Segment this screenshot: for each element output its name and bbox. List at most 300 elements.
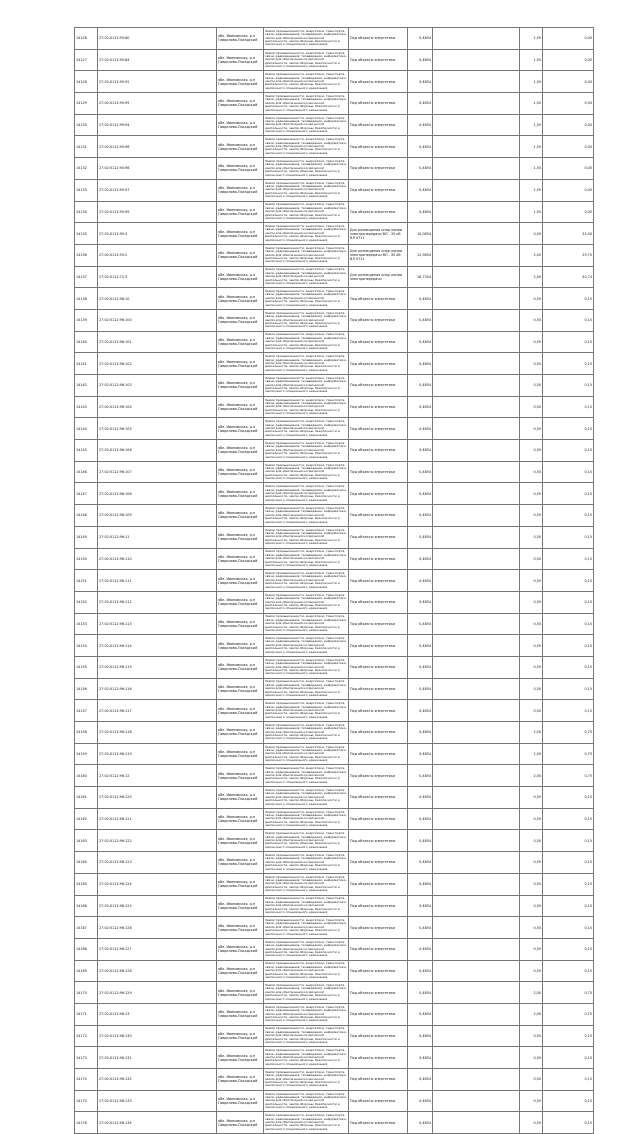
rate-value: 0,50	[520, 1112, 543, 1134]
area-value: 0,4854	[408, 158, 433, 180]
tax-value: 0,15	[543, 570, 594, 592]
permitted-use: Под объекты энергетики	[349, 808, 408, 830]
empty-cell	[433, 1003, 520, 1025]
empty-cell	[433, 852, 520, 874]
area-value: 0,4854	[408, 1069, 433, 1091]
land-category: Земли промышленности, энергетики, транспорта, связи, радиовещания, телевидения, информатики, земли для обеспечения космической деятельности, земли обороны, безопасности и земли иного специального назначения	[264, 787, 349, 809]
tax-value: 0,15	[543, 288, 594, 310]
land-category: Земли промышленности, энергетики, транспорта, связи, радиовещания, телевидения, информатики, земли для обеспечения космической деятельности, земли обороны, безопасности и земли иного специального назначения	[264, 440, 349, 462]
empty-cell	[433, 1069, 520, 1091]
address: обл. Ивановская, р-н Гаврилово-Посадский	[217, 1025, 264, 1047]
row-number: 14168	[75, 938, 98, 960]
cadastral-number: 27:02:0112:96:110	[98, 548, 217, 570]
empty-cell	[433, 526, 520, 548]
rate-value: 0,50	[520, 960, 543, 982]
area-value: 0,4854	[408, 830, 433, 852]
row-number: 14150	[75, 548, 98, 570]
area-value: 0,4854	[408, 938, 433, 960]
rate-value: 2,00	[520, 244, 543, 266]
cadastral-number: 27:02:0112:96:126	[98, 917, 217, 939]
land-category: Земли промышленности, энергетики, транспорта, связи, радиовещания, телевидения, информатики, земли для обеспечения космической деятельности, земли обороны, безопасности и земли иного специального назначения	[264, 526, 349, 548]
table-row	[75, 591, 594, 613]
table-row	[75, 483, 594, 505]
row-number: 14137	[75, 266, 98, 288]
row-number: 14170	[75, 982, 98, 1004]
table-row	[75, 440, 594, 462]
cadastral-number: 27:02:0112:96:105	[98, 418, 217, 440]
table-row	[75, 656, 594, 678]
rate-value: 1,50	[520, 114, 543, 136]
row-number: 14153	[75, 613, 98, 635]
area-value: 0,4854	[408, 461, 433, 483]
area-value: 0,4854	[408, 28, 433, 50]
land-category: Земли промышленности, энергетики, транспорта, связи, радиовещания, телевидения, информатики, земли для обеспечения космической деятельности, земли обороны, безопасности и земли иного специального назначения	[264, 830, 349, 852]
land-category: Земли промышленности, энергетики, транспорта, связи, радиовещания, телевидения, информатики, земли для обеспечения космической деятельности, земли обороны, безопасности и земли иного специального назначения	[264, 960, 349, 982]
address: обл. Ивановская, р-н Гаврилово-Посадский	[217, 700, 264, 722]
tax-value: 0,15	[543, 375, 594, 397]
rate-value: 2,00	[520, 722, 543, 744]
cadastral-number: 27:02:0112:95:92	[98, 71, 217, 93]
address: обл. Ивановская, р-н Гаврилово-Посадский	[217, 960, 264, 982]
empty-cell	[433, 1047, 520, 1069]
area-value: 16,7354	[408, 266, 433, 288]
empty-cell	[433, 309, 520, 331]
permitted-use: Под объекты энергетики	[349, 526, 408, 548]
table-row	[75, 722, 594, 744]
permitted-use: Под объекты энергетики	[349, 765, 408, 787]
table-row	[75, 613, 594, 635]
permitted-use: Под объекты энергетики	[349, 1069, 408, 1091]
cadastral-number: 27:02:0112:96:131	[98, 1047, 217, 1069]
tax-value: 0,15	[543, 309, 594, 331]
permitted-use: Под объекты энергетики	[349, 938, 408, 960]
address: обл. Ивановская, р-н Гаврилово-Посадский	[217, 591, 264, 613]
rate-value: 1,50	[520, 71, 543, 93]
empty-cell	[433, 873, 520, 895]
table-row	[75, 526, 594, 548]
row-number: 14141	[75, 353, 98, 375]
permitted-use: Под объекты энергетики	[349, 158, 408, 180]
row-number: 14156	[75, 678, 98, 700]
empty-cell	[433, 570, 520, 592]
area-value: 0,4854	[408, 852, 433, 874]
area-value: 0,4854	[408, 331, 433, 353]
cadastral-number: 27:02:0112:96:133	[98, 1090, 217, 1112]
table-row	[75, 396, 594, 418]
rate-value: 1,50	[520, 201, 543, 223]
permitted-use: Для размещения опор линии электропередачи ВЛ - 35 кВ ВЛ 0711	[349, 223, 408, 245]
land-category: Земли промышленности, энергетики, транспорта, связи, радиовещания, телевидения, информатики, земли для обеспечения космической деятельности, земли обороны, безопасности и земли иного специального назначения	[264, 375, 349, 397]
row-number: 14140	[75, 331, 98, 353]
area-value: 0,4854	[408, 93, 433, 115]
table-row	[75, 93, 594, 115]
permitted-use: Под объекты энергетики	[349, 873, 408, 895]
tax-value: 0,15	[543, 548, 594, 570]
cadastral-number: 27:02:0112:95:2	[98, 244, 217, 266]
cadastral-number: 27:02:0112:96:102	[98, 353, 217, 375]
rate-value: 0,50	[520, 461, 543, 483]
row-number: 14128	[75, 28, 98, 50]
empty-cell	[433, 982, 520, 1004]
permitted-use: Под объекты энергетики	[349, 852, 408, 874]
permitted-use: Под объекты энергетики	[349, 375, 408, 397]
table-row	[75, 895, 594, 917]
tax-value: 0,75	[543, 743, 594, 765]
tax-value: 0,15	[543, 873, 594, 895]
permitted-use: Под объекты энергетики	[349, 1003, 408, 1025]
tax-value: 0,15	[543, 635, 594, 657]
tax-value: 0,15	[543, 461, 594, 483]
table-row	[75, 830, 594, 852]
cadastral-number: 27:02:0112:96:119	[98, 743, 217, 765]
empty-cell	[433, 93, 520, 115]
tax-value: 0,75	[543, 722, 594, 744]
tax-value: 0,75	[543, 982, 594, 1004]
land-category: Земли промышленности, энергетики, транспорта, связи, радиовещания, телевидения, информатики, земли для обеспечения космической деятельности, земли обороны, безопасности и земли иного специального назначения	[264, 1003, 349, 1025]
row-number: 14147	[75, 483, 98, 505]
cadastral-number: 27:02:0112:96:132	[98, 1069, 217, 1091]
permitted-use: Под объекты энергетики	[349, 830, 408, 852]
land-category: Земли промышленности, энергетики, транспорта, связи, радиовещания, телевидения, информатики, земли для обеспечения космической деятельности, земли обороны, безопасности и земли иного специального назначения	[264, 158, 349, 180]
address: обл. Ивановская, р-н Гаврилово-Посадский	[217, 982, 264, 1004]
row-number: 14143	[75, 396, 98, 418]
tax-value: 0,15	[543, 808, 594, 830]
address: обл. Ивановская, р-н Гаврилово-Посадский	[217, 179, 264, 201]
row-number: 14165	[75, 873, 98, 895]
cadastral-number: 27:02:0112:96:11	[98, 526, 217, 548]
cadastral-number: 27:02:0112:95:95	[98, 93, 217, 115]
table-row	[75, 787, 594, 809]
address: обл. Ивановская, р-н Гаврилово-Посадский	[217, 93, 264, 115]
land-category: Земли промышленности, энергетики, транспорта, связи, радиовещания, телевидения, информатики, земли для обеспечения космической деятельности, земли обороны, безопасности и земли иного специального назначения	[264, 591, 349, 613]
land-category: Земли промышленности, энергетики, транспорта, связи, радиовещания, телевидения, информатики, земли для обеспечения космической деятельности, земли обороны, безопасности и земли иного специального назначения	[264, 765, 349, 787]
address: обл. Ивановская, р-н Гаврилово-Посадский	[217, 808, 264, 830]
address: обл. Ивановская, р-н Гаврилово-Посадский	[217, 71, 264, 93]
tax-value: 0,00	[543, 93, 594, 115]
rate-value: 0,50	[520, 808, 543, 830]
area-value: 0,4854	[408, 505, 433, 527]
table-row	[75, 678, 594, 700]
table-row	[75, 418, 594, 440]
area-value: 0,4854	[408, 353, 433, 375]
permitted-use: Под объекты энергетики	[349, 418, 408, 440]
table-row	[75, 288, 594, 310]
address: обл. Ивановская, р-н Гаврилово-Посадский	[217, 396, 264, 418]
cadastral-number: 27:02:0112:96:121	[98, 808, 217, 830]
rate-value: 1,50	[520, 158, 543, 180]
address: обл. Ивановская, р-н Гаврилово-Посадский	[217, 526, 264, 548]
empty-cell	[433, 787, 520, 809]
row-number: 14169	[75, 960, 98, 982]
empty-cell	[433, 743, 520, 765]
table-row	[75, 700, 594, 722]
area-value: 0,4854	[408, 440, 433, 462]
permitted-use: Под объекты энергетики	[349, 28, 408, 50]
permitted-use: Для размещения опор линии электропередачи	[349, 266, 408, 288]
cadastral-number: 27:02:0112:95:99	[98, 201, 217, 223]
empty-cell	[433, 179, 520, 201]
rate-value: 0,50	[520, 309, 543, 331]
land-category: Земли промышленности, энергетики, транспорта, связи, радиовещания, телевидения, информатики, земли для обеспечения космической деятельности, земли обороны, безопасности и земли иного специального назначения	[264, 1069, 349, 1091]
cadastral-number: 27:02:0112:71:3	[98, 266, 217, 288]
empty-cell	[433, 765, 520, 787]
row-number: 14144	[75, 418, 98, 440]
empty-cell	[433, 1025, 520, 1047]
row-number: 14138	[75, 288, 98, 310]
rate-value: 0,50	[520, 830, 543, 852]
empty-cell	[433, 71, 520, 93]
cadastral-number: 27:02:0112:96:125	[98, 895, 217, 917]
empty-cell	[433, 678, 520, 700]
permitted-use: Под объекты энергетики	[349, 570, 408, 592]
permitted-use: Под объекты энергетики	[349, 353, 408, 375]
area-value: 0,4854	[408, 309, 433, 331]
cadastral-number: 27:02:0112:96:13	[98, 1003, 217, 1025]
cadastral-number: 27:02:0112:96:112	[98, 591, 217, 613]
cadastral-number: 27:02:0112:96:12	[98, 765, 217, 787]
area-value: 0,4854	[408, 288, 433, 310]
land-category: Земли промышленности, энергетики, транспорта, связи, радиовещания, телевидения, информатики, земли для обеспечения космической деятельности, земли обороны, безопасности и земли иного специального назначения	[264, 895, 349, 917]
table-row	[75, 982, 594, 1004]
table-row	[75, 765, 594, 787]
tax-value: 0,15	[543, 613, 594, 635]
empty-cell	[433, 656, 520, 678]
permitted-use: Под объекты энергетики	[349, 71, 408, 93]
cadastral-number: 27:02:0112:95:80	[98, 28, 217, 50]
empty-cell	[433, 353, 520, 375]
tax-value: 0,15	[543, 960, 594, 982]
address: обл. Ивановская, р-н Гаврилово-Посадский	[217, 136, 264, 158]
tax-value: 0,15	[543, 1047, 594, 1069]
cadastral-number: 27:02:0112:95:3	[98, 223, 217, 245]
table-row	[75, 309, 594, 331]
land-category: Земли промышленности, энергетики, транспорта, связи, радиовещания, телевидения, информатики, земли для обеспечения космической деятельности, земли обороны, безопасности и земли иного специального назначения	[264, 201, 349, 223]
row-number: 14160	[75, 765, 98, 787]
land-category: Земли промышленности, энергетики, транспорта, связи, радиовещания, телевидения, информатики, земли для обеспечения космической деятельности, земли обороны, безопасности и земли иного специального назначения	[264, 288, 349, 310]
permitted-use: Под объекты энергетики	[349, 1025, 408, 1047]
table-row	[75, 1069, 594, 1091]
permitted-use: Под объекты энергетики	[349, 700, 408, 722]
empty-cell	[433, 1112, 520, 1134]
row-number: 14130	[75, 114, 98, 136]
address: обл. Ивановская, р-н Гаврилово-Посадский	[217, 765, 264, 787]
tax-value: 0,00	[543, 136, 594, 158]
rate-value: 1,50	[520, 28, 543, 50]
row-number: 14151	[75, 570, 98, 592]
land-category: Земли промышленности, энергетики, транспорта, связи, радиовещания, телевидения, информатики, земли для обеспечения космической деятельности, земли обороны, безопасности и земли иного специального назначения	[264, 266, 349, 288]
address: обл. Ивановская, р-н Гаврилово-Посадский	[217, 548, 264, 570]
address: обл. Ивановская, р-н Гаврилово-Посадский	[217, 461, 264, 483]
address: обл. Ивановская, р-н Гаврилово-Посадский	[217, 613, 264, 635]
address: обл. Ивановская, р-н Гаврилово-Посадский	[217, 309, 264, 331]
empty-cell	[433, 808, 520, 830]
cadastral-number: 27:02:0112:96:116	[98, 678, 217, 700]
area-value: 0,4854	[408, 526, 433, 548]
area-value: 0,4854	[408, 1112, 433, 1134]
address: обл. Ивановская, р-н Гаврилово-Посадский	[217, 49, 264, 71]
empty-cell	[433, 960, 520, 982]
land-category: Земли промышленности, энергетики, транспорта, связи, радиовещания, телевидения, информатики, земли для обеспечения космической деятельности, земли обороны, безопасности и земли иного специального назначения	[264, 483, 349, 505]
rate-value: 1,50	[520, 49, 543, 71]
permitted-use: Под объекты энергетики	[349, 49, 408, 71]
cadastral-number: 27:02:0112:96:115	[98, 656, 217, 678]
cadastral-number: 27:02:0112:96:130	[98, 1025, 217, 1047]
land-category: Земли промышленности, энергетики, транспорта, связи, радиовещания, телевидения, информатики, земли для обеспечения космической деятельности, земли обороны, безопасности и земли иного специального назначения	[264, 852, 349, 874]
tax-value: 35,00	[543, 223, 594, 245]
cadastral-number: 27:02:0112:96:123	[98, 852, 217, 874]
row-number: 14146	[75, 461, 98, 483]
cadastral-number: 27:02:0112:96:122	[98, 830, 217, 852]
empty-cell	[433, 895, 520, 917]
table-row	[75, 1090, 594, 1112]
empty-cell	[433, 461, 520, 483]
row-number: 14166	[75, 895, 98, 917]
area-value: 0,4854	[408, 418, 433, 440]
rate-value: 0,50	[520, 396, 543, 418]
empty-cell	[433, 136, 520, 158]
tax-value: 0,15	[543, 656, 594, 678]
empty-cell	[433, 830, 520, 852]
rate-value: 2,00	[520, 982, 543, 1004]
tax-value: 0,15	[543, 852, 594, 874]
rate-value: 0,50	[520, 418, 543, 440]
table-row	[75, 1047, 594, 1069]
land-category: Земли промышленности, энергетики, транспорта, связи, радиовещания, телевидения, информатики, земли для обеспечения космической деятельности, земли обороны, безопасности и земли иного специального назначения	[264, 982, 349, 1004]
row-number: 14174	[75, 1069, 98, 1091]
permitted-use: Под объекты энергетики	[349, 656, 408, 678]
land-category: Земли промышленности, энергетики, транспорта, связи, радиовещания, телевидения, информатики, земли для обеспечения космической деятельности, земли обороны, безопасности и земли иного специального назначения	[264, 1047, 349, 1069]
land-category: Земли промышленности, энергетики, транспорта, связи, радиовещания, телевидения, информатики, земли для обеспечения космической деятельности, земли обороны, безопасности и земли иного специального назначения	[264, 570, 349, 592]
table-row	[75, 808, 594, 830]
area-value: 0,4854	[408, 982, 433, 1004]
tax-value: 0,00	[543, 158, 594, 180]
area-value: 0,4854	[408, 678, 433, 700]
table-row	[75, 158, 594, 180]
land-category: Земли промышленности, энергетики, транспорта, связи, радиовещания, телевидения, информатики, земли для обеспечения космической деятельности, земли обороны, безопасности и земли иного специального назначения	[264, 136, 349, 158]
land-category: Земли промышленности, энергетики, транспорта, связи, радиовещания, телевидения, информатики, земли для обеспечения космической деятельности, земли обороны, безопасности и земли иного специального назначения	[264, 309, 349, 331]
land-category: Земли промышленности, энергетики, транспорта, связи, радиовещания, телевидения, информатики, земли для обеспечения космической деятельности, земли обороны, безопасности и земли иного специального назначения	[264, 743, 349, 765]
land-category: Земли промышленности, энергетики, транспорта, связи, радиовещания, телевидения, информатики, земли для обеспечения космической деятельности, земли обороны, безопасности и земли иного специального назначения	[264, 353, 349, 375]
table-row	[75, 49, 594, 71]
area-value: 0,4854	[408, 808, 433, 830]
cadastral-number: 27:02:0112:95:98	[98, 158, 217, 180]
permitted-use: Под объекты энергетики	[349, 440, 408, 462]
rate-value: 0,50	[520, 873, 543, 895]
empty-cell	[433, 938, 520, 960]
empty-cell	[433, 613, 520, 635]
land-category: Земли промышленности, энергетики, транспорта, связи, радиовещания, телевидения, информатики, земли для обеспечения космической деятельности, земли обороны, безопасности и земли иного специального назначения	[264, 71, 349, 93]
rate-value: 0,50	[520, 440, 543, 462]
rate-value: 0,50	[520, 1047, 543, 1069]
area-value: 0,4854	[408, 201, 433, 223]
address: обл. Ивановская, р-н Гаврилово-Посадский	[217, 743, 264, 765]
rate-value: 0,50	[520, 353, 543, 375]
permitted-use: Под объекты энергетики	[349, 136, 408, 158]
land-category: Земли промышленности, энергетики, транспорта, связи, радиовещания, телевидения, информатики, земли для обеспечения космической деятельности, земли обороны, безопасности и земли иного специального назначения	[264, 722, 349, 744]
rate-value: 0,50	[520, 917, 543, 939]
address: обл. Ивановская, р-н Гаврилово-Посадский	[217, 114, 264, 136]
cadastral-number: 27:02:0112:96:124	[98, 873, 217, 895]
address: обл. Ивановская, р-н Гаврилово-Посадский	[217, 266, 264, 288]
tax-value: 0,00	[543, 28, 594, 50]
table-row	[75, 570, 594, 592]
tax-value: 0,15	[543, 396, 594, 418]
empty-cell	[433, 28, 520, 50]
empty-cell	[433, 288, 520, 310]
tax-value: 0,00	[543, 49, 594, 71]
tax-value: 0,15	[543, 440, 594, 462]
permitted-use: Под объекты энергетики	[349, 331, 408, 353]
table-row	[75, 353, 594, 375]
address: обл. Ивановская, р-н Гаврилово-Посадский	[217, 917, 264, 939]
empty-cell	[433, 375, 520, 397]
address: обл. Ивановская, р-н Гаврилово-Посадский	[217, 873, 264, 895]
address: обл. Ивановская, р-н Гаврилово-Посадский	[217, 244, 264, 266]
cadastral-number: 27:02:0112:95:94	[98, 114, 217, 136]
row-number: 14134	[75, 201, 98, 223]
land-plot-table-page	[74, 27, 592, 1134]
cadastral-number: 27:02:0112:96:108	[98, 483, 217, 505]
row-number: 14167	[75, 917, 98, 939]
tax-value: 0,15	[543, 1069, 594, 1091]
rate-value: 0,50	[520, 1090, 543, 1112]
empty-cell	[433, 1090, 520, 1112]
permitted-use: Под объекты энергетики	[349, 1090, 408, 1112]
tax-value: 0,15	[543, 505, 594, 527]
permitted-use: Под объекты энергетики	[349, 179, 408, 201]
cadastral-number: 27:02:0112:95:97	[98, 179, 217, 201]
area-value: 0,4854	[408, 179, 433, 201]
rate-value: 1,50	[520, 179, 543, 201]
table-row	[75, 223, 594, 245]
permitted-use: Под объекты энергетики	[349, 743, 408, 765]
address: обл. Ивановская, р-н Гаврилово-Посадский	[217, 1090, 264, 1112]
table-row	[75, 331, 594, 353]
area-value: 0,4854	[408, 1025, 433, 1047]
address: обл. Ивановская, р-н Гаврилово-Посадский	[217, 440, 264, 462]
empty-cell	[433, 505, 520, 527]
tax-value: 0,15	[543, 331, 594, 353]
cadastral-number: 27:02:0112:96:101	[98, 331, 217, 353]
permitted-use: Под объекты энергетики	[349, 548, 408, 570]
land-category: Земли промышленности, энергетики, транспорта, связи, радиовещания, телевидения, информатики, земли для обеспечения космической деятельности, земли обороны, безопасности и земли иного специального назначения	[264, 635, 349, 657]
permitted-use: Под объекты энергетики	[349, 309, 408, 331]
area-value: 0,4854	[408, 873, 433, 895]
area-value: 0,4854	[408, 700, 433, 722]
address: обл. Ивановская, р-н Гаврилово-Посадский	[217, 787, 264, 809]
tax-value: 0,15	[543, 938, 594, 960]
tax-value: 0,15	[543, 418, 594, 440]
area-value: 0,4854	[408, 722, 433, 744]
table-row	[75, 136, 594, 158]
table-row	[75, 266, 594, 288]
permitted-use: Под объекты энергетики	[349, 787, 408, 809]
row-number: 14159	[75, 743, 98, 765]
land-category: Земли промышленности, энергетики, транспорта, связи, радиовещания, телевидения, информатики, земли для обеспечения космической деятельности, земли обороны, безопасности и земли иного специального назначения	[264, 114, 349, 136]
rate-value: 0,50	[520, 483, 543, 505]
land-category: Земли промышленности, энергетики, транспорта, связи, радиовещания, телевидения, информатики, земли для обеспечения космической деятельности, земли обороны, безопасности и земли иного специального назначения	[264, 223, 349, 245]
cadastral-number: 27:02:0112:95:84	[98, 49, 217, 71]
address: обл. Ивановская, р-н Гаврилово-Посадский	[217, 223, 264, 245]
row-number: 14154	[75, 635, 98, 657]
tax-value: 0,00	[543, 71, 594, 93]
table-row	[75, 852, 594, 874]
land-category: Земли промышленности, энергетики, транспорта, связи, радиовещания, телевидения, информатики, земли для обеспечения космической деятельности, земли обороны, безопасности и земли иного специального назначения	[264, 28, 349, 50]
rate-value: 0,50	[520, 288, 543, 310]
permitted-use: Под объекты энергетики	[349, 591, 408, 613]
rate-value: 0,50	[520, 938, 543, 960]
row-number: 14152	[75, 591, 98, 613]
